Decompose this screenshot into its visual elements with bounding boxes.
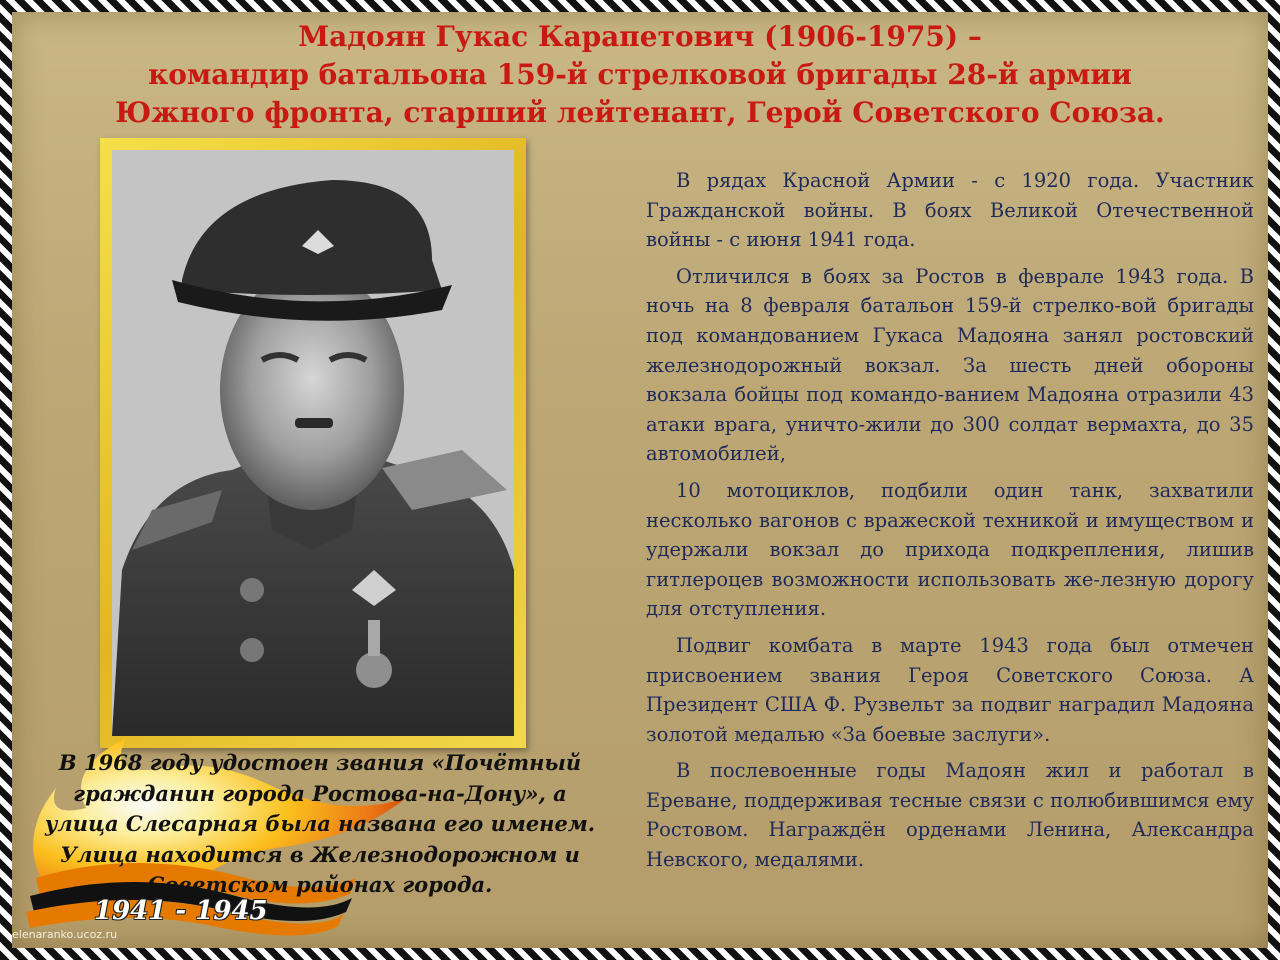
bio-paragraph-4: Подвиг комбата в марте 1943 года был отмечен присвоением звания Героя Советского Союза. А Президент США Ф. Рузвельт за подвиг наградил Мадояна золотой медалью «За боевые заслуги». (646, 633, 1254, 746)
caption-line-1: В 1968 году удостоен звания «Почётный (58, 750, 582, 775)
bio-paragraph-2: Отличился в боях за Ростов в феврале 1943 года. В ночь на 8 февраля батальон 159-й стрелко-вой бригады под командованием Гукаса Мадояна занял ростовский железнодорожный вокзал. За шесть дней обороны вокзала бойцы под командо-ванием Мадояна отразили 43 атаки врага, уничто-жили до 300 солдат вермахта, до 35 автомобилей, (646, 264, 1254, 466)
honor-caption (18, 748, 622, 901)
title-line-3: Южного фронта, старший лейтенант, Герой Советского Союза. (115, 96, 1165, 129)
photo-frame (100, 138, 526, 748)
watermark: elenaranko.ucoz.ru (12, 928, 118, 941)
caption-line-2: гражданин города Ростова-на-Дону», а (73, 780, 567, 806)
title-line-2: командир батальона 159-й стрелковой бригады 28-й армии (148, 58, 1132, 91)
caption-line-5: Советском районах города. (147, 872, 493, 897)
bio-paragraph-3: 10 мотоциклов, подбили один танк, захватили несколько вагонов с вражеской техникой и имуществом и удержали вокзал до прихода подкрепления, лишив гитлероцев возможности использовать же-лезную дорогу для отступления. (646, 478, 1254, 621)
bio-paragraph-1: В рядах Красной Армии - с 1920 года. Участник Гражданской войны. В боях Великой Отечественной войны - с июня 1941 года. (646, 169, 1254, 252)
war-years-label: 1941 - 1945 (94, 896, 268, 926)
title-line-1: Мадоян Гукас Карапетович (1906-1975) – (298, 20, 982, 53)
biography-text (646, 166, 1254, 882)
caption-line-3: улица Слесарная была названа его именем. (44, 811, 596, 836)
caption-line-4: Улица находится в Железнодорожном и (60, 841, 580, 867)
page-title (12, 18, 1268, 132)
portrait-photo-icon (112, 150, 514, 736)
bio-paragraph-5: В послевоенные годы Мадоян жил и работал в Ереване, поддерживая тесные связи с полюбившимся ему Ростовом. Награждён орденами Ленина, Александра Невского, медалями. (646, 759, 1254, 872)
